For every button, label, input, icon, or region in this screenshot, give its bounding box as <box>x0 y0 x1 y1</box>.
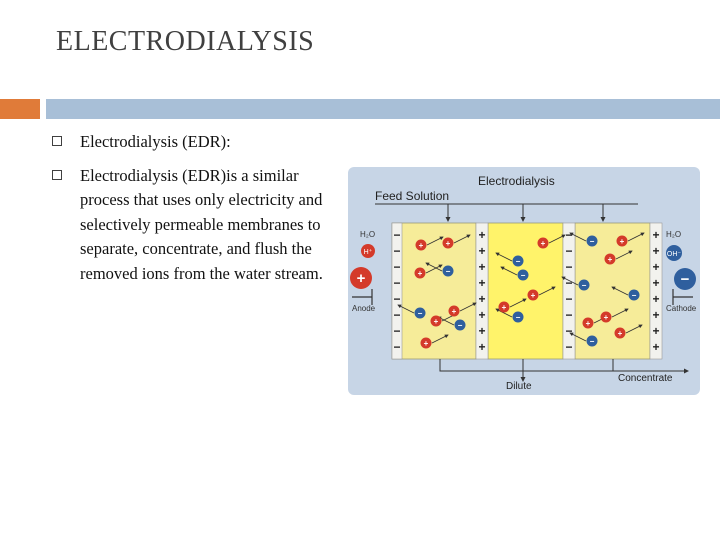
bullet-list <box>52 130 352 295</box>
membrane-charge-sign: − <box>565 340 573 354</box>
cation-ion <box>421 338 432 349</box>
bullet-text: Electrodialysis (EDR): <box>80 132 231 151</box>
svg-text:−: − <box>417 309 423 318</box>
svg-text:+: + <box>607 255 613 264</box>
membrane-charge-sign: − <box>565 260 573 274</box>
svg-text:+: + <box>423 339 429 348</box>
membrane-charge-sign: + <box>478 292 486 306</box>
membrane-charge-sign: + <box>652 228 660 242</box>
anode-compartment <box>392 223 476 359</box>
h-ion-label: H⁺ <box>363 249 373 256</box>
svg-text:+: + <box>417 269 423 278</box>
membrane-charge-sign: − <box>393 276 401 290</box>
anion-ion <box>443 266 454 277</box>
svg-text:+: + <box>530 291 536 300</box>
membrane-charge-sign: − <box>393 292 401 306</box>
anion-ion <box>513 312 524 323</box>
concentrate-compartment <box>575 223 650 359</box>
anion-ion <box>587 336 598 347</box>
dilute-label: Dilute <box>506 381 532 392</box>
membrane-charge-sign: + <box>478 244 486 258</box>
membrane-charge-sign: − <box>565 292 573 306</box>
svg-text:−: − <box>515 313 521 322</box>
membrane-charge-sign: + <box>478 308 486 322</box>
electrodialysis-diagram <box>348 167 700 395</box>
svg-text:+: + <box>433 317 439 326</box>
anion-ion <box>415 308 426 319</box>
membrane-charge-sign: + <box>478 324 486 338</box>
membrane-charge-sign: + <box>652 324 660 338</box>
svg-text:−: − <box>515 257 521 266</box>
membrane-charge-sign: + <box>652 308 660 322</box>
cation-ion <box>605 254 616 265</box>
cathode-label: Cathode <box>666 304 697 313</box>
h2o-label: H₂O <box>360 230 376 239</box>
cation-ion <box>449 306 460 317</box>
svg-text:−: − <box>520 271 526 280</box>
slide-title: ELECTRODIALYSIS <box>56 26 315 57</box>
anion-ion <box>587 236 598 247</box>
svg-text:+: + <box>617 329 623 338</box>
svg-text:+: + <box>418 241 424 250</box>
anode-label: Anode <box>352 304 376 313</box>
cation-ion <box>617 236 628 247</box>
concentrate-label: Concentrate <box>618 373 673 384</box>
svg-text:−: − <box>457 321 463 330</box>
square-bullet-icon <box>52 170 62 180</box>
membrane-charge-sign: − <box>565 228 573 242</box>
cation-ion <box>499 302 510 313</box>
accent-bar-blue <box>46 99 720 119</box>
anion-ion <box>629 290 640 301</box>
cation-ion <box>615 328 626 339</box>
anion-ion <box>513 256 524 267</box>
oh-ion-label: OH⁻ <box>666 251 682 258</box>
cation-ion <box>538 238 549 249</box>
svg-text:+: + <box>501 303 507 312</box>
membrane-charge-sign: − <box>565 276 573 290</box>
svg-text:−: − <box>589 337 595 346</box>
dilute-compartment <box>488 223 563 359</box>
membrane-charge-sign: + <box>478 228 486 242</box>
bullet-item <box>52 164 352 287</box>
cation-ion <box>443 238 454 249</box>
h2o-label: H₂O <box>666 230 682 239</box>
membrane-charge-sign: − <box>393 260 401 274</box>
cation-ion <box>416 240 427 251</box>
membrane-charge-sign: − <box>393 324 401 338</box>
bullet-text: Electrodialysis (EDR)is a similar process that uses only electricity and selectively permeable membranes to separate, concentrate, and flush the removed ions from the water stream. <box>80 165 323 283</box>
svg-text:+: + <box>445 239 451 248</box>
cation-ion <box>528 290 539 301</box>
membrane-charge-sign: + <box>652 244 660 258</box>
cation-ion <box>431 316 442 327</box>
svg-text:−: − <box>445 267 451 276</box>
diagram-title: Electrodialysis <box>478 174 555 188</box>
accent-bar-orange <box>0 99 40 119</box>
membrane-charge-sign: + <box>652 276 660 290</box>
membrane-charge-sign: − <box>393 340 401 354</box>
membrane-charge-sign: + <box>478 260 486 274</box>
membrane-charge-sign: + <box>652 292 660 306</box>
anode-sign: + <box>356 270 366 287</box>
svg-text:−: − <box>631 291 637 300</box>
svg-text:+: + <box>540 239 546 248</box>
membrane-charge-sign: − <box>565 324 573 338</box>
membrane-charge-sign: − <box>565 244 573 258</box>
membrane-charge-sign: − <box>565 308 573 322</box>
svg-text:+: + <box>619 237 625 246</box>
svg-text:+: + <box>603 313 609 322</box>
anion-ion <box>579 280 590 291</box>
anion-ion <box>518 270 529 281</box>
svg-text:−: − <box>581 281 587 290</box>
membrane-charge-sign: + <box>478 276 486 290</box>
membrane-charge-sign: + <box>652 340 660 354</box>
membrane-charge-sign: + <box>478 340 486 354</box>
membrane-charge-sign: − <box>393 228 401 242</box>
square-bullet-icon <box>52 136 62 146</box>
membrane-charge-sign: + <box>652 260 660 274</box>
svg-text:−: − <box>589 237 595 246</box>
membrane-charge-sign: − <box>393 244 401 258</box>
cathode-sign: − <box>680 271 690 288</box>
membrane-charge-sign: − <box>393 308 401 322</box>
bullet-item <box>52 130 352 155</box>
cation-ion <box>601 312 612 323</box>
cation-ion <box>583 318 594 329</box>
svg-text:+: + <box>451 307 457 316</box>
svg-text:+: + <box>585 319 591 328</box>
anion-ion <box>455 320 466 331</box>
cation-ion <box>415 268 426 279</box>
feed-solution-label: Feed Solution <box>375 189 450 203</box>
